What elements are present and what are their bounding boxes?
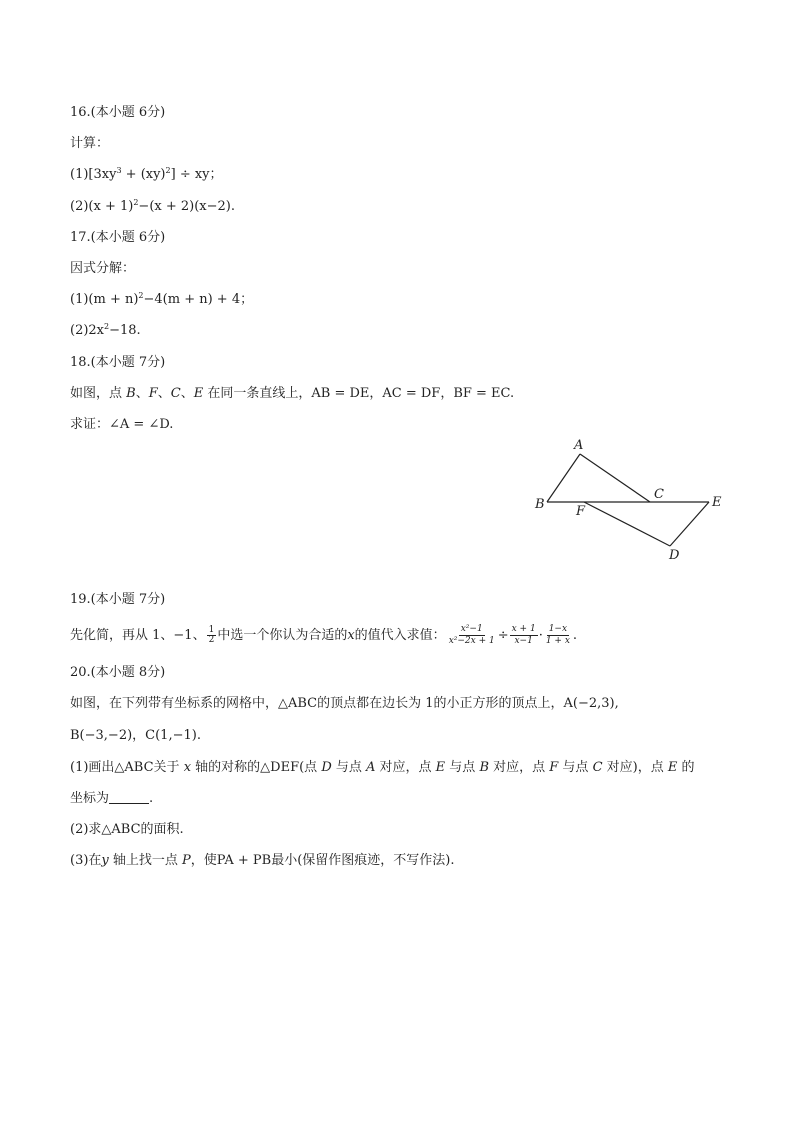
- q17-part2: $(2)2x^2-18$.: [70, 322, 141, 338]
- q18-statement: 如图，点 B、F、C、E 在同一条直线上，AB = DE，AC = DF，BF = EC.: [70, 386, 515, 401]
- q18-prove: 求证：∠A = ∠D.: [70, 417, 174, 432]
- label-C: C: [654, 487, 664, 502]
- fraction-one-half: $\frac{1}{2}$: [208, 625, 215, 645]
- q18-header: 18.(本小题 7分): [70, 355, 166, 370]
- q20-part1: (1)画出△ABC关于 x 轴的对称的△DEF(点 D 与点 A 对应，点 E 与点 B 对应，点 F 与点 C 对应)，点 E 的: [70, 760, 695, 775]
- q20-part2: (2)求△ABC的面积.: [70, 822, 184, 837]
- q17-part1: $(1)(m + n)^2-4(m + n) + 4$；: [70, 291, 254, 307]
- q17-header: 17.(本小题 6分): [70, 230, 166, 245]
- label-F: F: [576, 504, 586, 519]
- q20-line2: B(−3,−2)，C(1,−1).: [70, 728, 201, 743]
- segment-FD: [584, 502, 670, 546]
- answer-blank[interactable]: [109, 791, 149, 804]
- q19-header: 19.(本小题 7分): [70, 592, 166, 607]
- label-D: D: [669, 548, 680, 563]
- q16-part1: $(1)[3xy^3 + (xy)^2]$ ÷ xy；: [70, 166, 223, 182]
- segment-AC: [580, 454, 650, 502]
- q18-figure: [530, 435, 730, 565]
- fraction-3: $\frac{1-x}{1 + x}$: [545, 624, 570, 646]
- fraction-2: $\frac{x + 1}{x-1}$: [511, 624, 536, 646]
- q16-header: 16.(本小题 6分): [70, 105, 166, 120]
- fraction-1: $\frac{\text{x²−1}}{\text{x²−2x + 1}}$: [448, 624, 495, 646]
- q20-header: 20.(本小题 8分): [70, 665, 166, 680]
- q16-part2: $(2)(x + 1)^2-(x + 2)(x-2)$.: [70, 198, 235, 214]
- q20-part1-cont: 坐标为 .: [70, 791, 154, 806]
- label-A: A: [574, 438, 584, 453]
- q20-part3: (3)在y 轴上找一点 P，使PA + PB最小(保留作图痕迹，不写作法).: [70, 853, 455, 868]
- q20-line1: 如图，在下列带有坐标系的网格中，△ABC的顶点都在边长为 1的小正方形的顶点上，A(−2,3),: [70, 696, 619, 711]
- q16-intro: 计算：: [70, 136, 110, 151]
- segment-BA: [547, 454, 580, 502]
- segment-ED: [670, 502, 709, 546]
- q19-statement: 先化简，再从 1、−1、 $\frac{1}{2}$ 中选一个你认为合适的x的值代入求值： $\frac{\text{x²−1}}{\text{x²−2x + 1}}$ ÷ $\frac{x + 1}{x-1}$ · $\frac{1-x}{1 + x}$ .: [70, 624, 578, 646]
- label-B: B: [535, 497, 545, 512]
- label-E: E: [712, 495, 722, 510]
- q17-intro: 因式分解：: [70, 261, 136, 276]
